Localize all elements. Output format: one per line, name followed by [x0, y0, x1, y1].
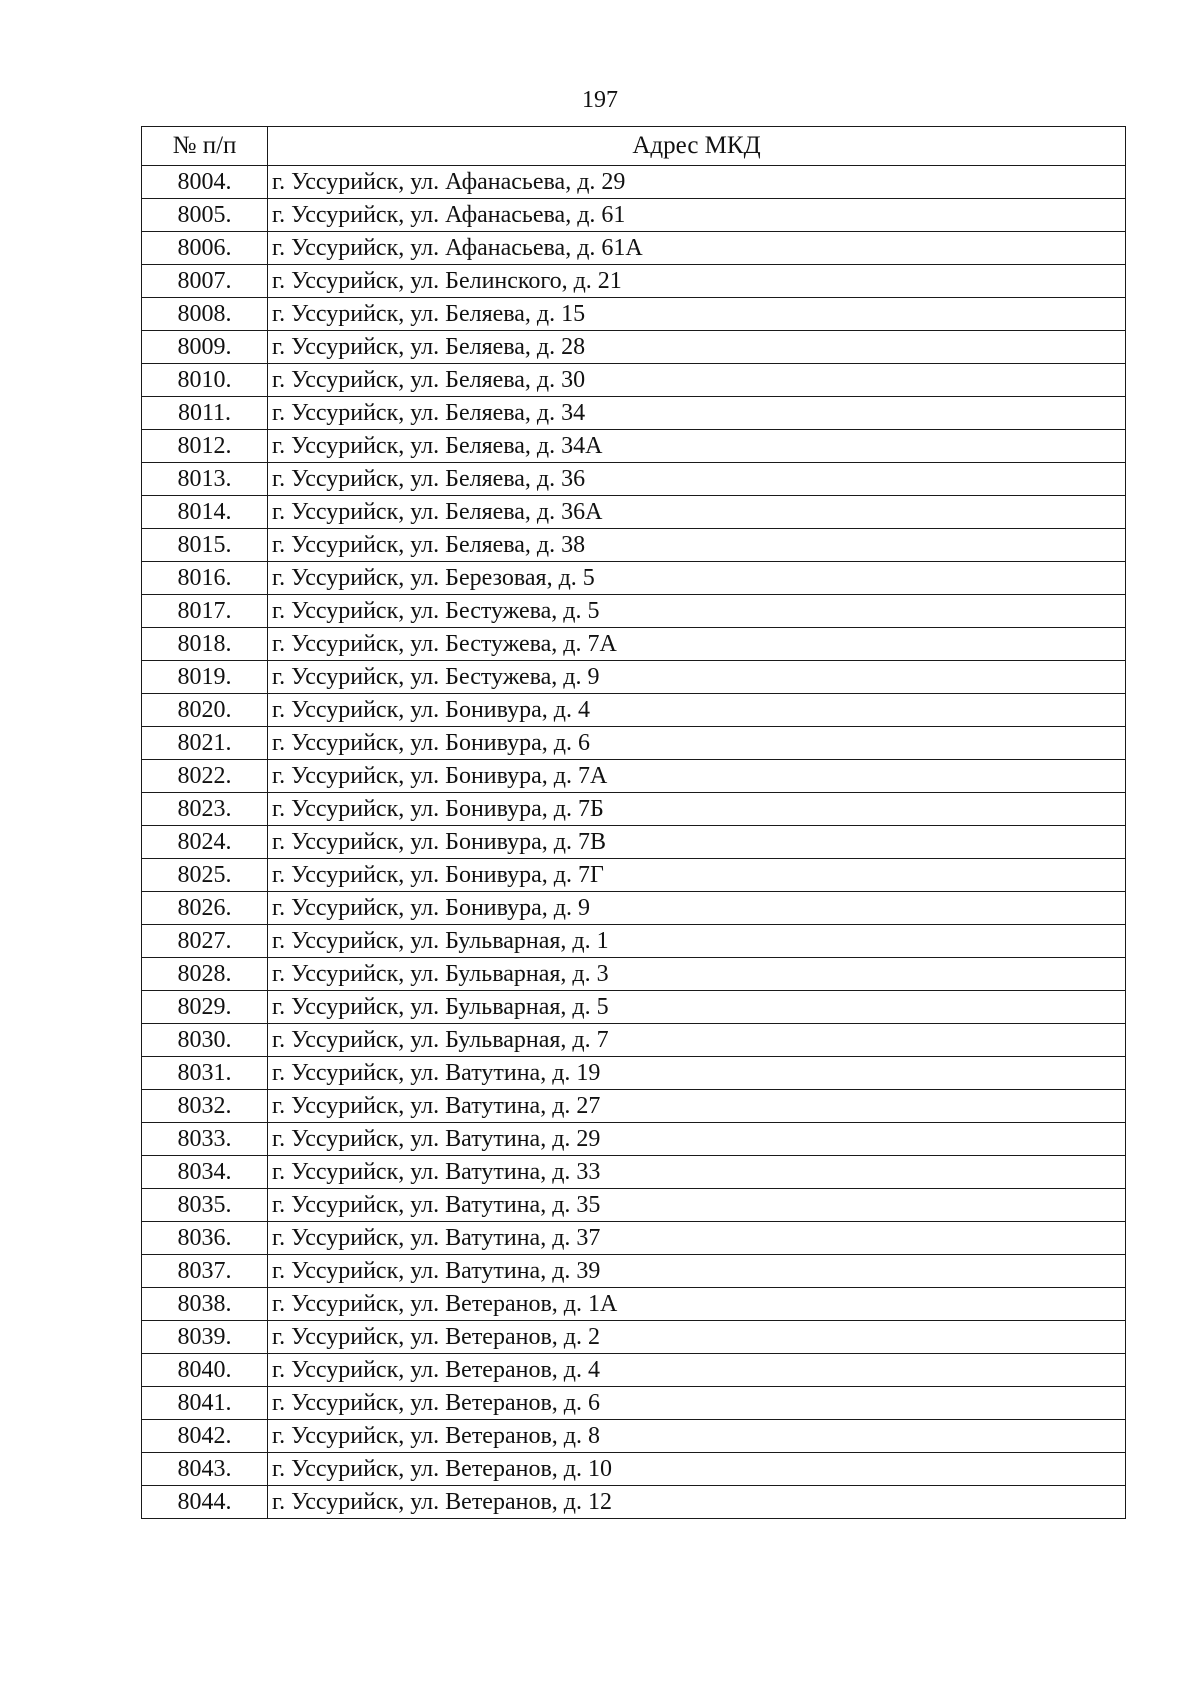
row-number: 8034.	[142, 1156, 268, 1189]
row-number: 8019.	[142, 661, 268, 694]
row-address: г. Уссурийск, ул. Афанасьева, д. 61	[268, 199, 1126, 232]
row-number: 8038.	[142, 1288, 268, 1321]
row-number: 8043.	[142, 1453, 268, 1486]
row-address: г. Уссурийск, ул. Бестужева, д. 5	[268, 595, 1126, 628]
row-number: 8035.	[142, 1189, 268, 1222]
row-number: 8016.	[142, 562, 268, 595]
row-address: г. Уссурийск, ул. Бонивура, д. 7А	[268, 760, 1126, 793]
row-number: 8027.	[142, 925, 268, 958]
row-number: 8028.	[142, 958, 268, 991]
row-number: 8029.	[142, 991, 268, 1024]
table-row	[142, 727, 1126, 760]
row-address: г. Уссурийск, ул. Бонивура, д. 7Б	[268, 793, 1126, 826]
table-row	[142, 1024, 1126, 1057]
table-row	[142, 925, 1126, 958]
row-number: 8015.	[142, 529, 268, 562]
row-address: г. Уссурийск, ул. Белинского, д. 21	[268, 265, 1126, 298]
row-number: 8014.	[142, 496, 268, 529]
table-row	[142, 1189, 1126, 1222]
header-row	[142, 127, 1126, 166]
address-table	[141, 126, 1126, 1519]
table-row	[142, 529, 1126, 562]
row-address: г. Уссурийск, ул. Ватутина, д. 19	[268, 1057, 1126, 1090]
table-body	[142, 166, 1126, 1519]
row-number: 8006.	[142, 232, 268, 265]
row-address: г. Уссурийск, ул. Беляева, д. 36А	[268, 496, 1126, 529]
row-address: г. Уссурийск, ул. Ватутина, д. 27	[268, 1090, 1126, 1123]
table-row	[142, 1453, 1126, 1486]
row-address: г. Уссурийск, ул. Беляева, д. 28	[268, 331, 1126, 364]
row-number: 8026.	[142, 892, 268, 925]
row-address: г. Уссурийск, ул. Бонивура, д. 6	[268, 727, 1126, 760]
table-row	[142, 1222, 1126, 1255]
row-address: г. Уссурийск, ул. Ветеранов, д. 1А	[268, 1288, 1126, 1321]
row-address: г. Уссурийск, ул. Ватутина, д. 35	[268, 1189, 1126, 1222]
table-row	[142, 430, 1126, 463]
row-number: 8009.	[142, 331, 268, 364]
table-row	[142, 1288, 1126, 1321]
table-row	[142, 1354, 1126, 1387]
row-address: г. Уссурийск, ул. Ватутина, д. 29	[268, 1123, 1126, 1156]
row-address: г. Уссурийск, ул. Ветеранов, д. 4	[268, 1354, 1126, 1387]
table-row	[142, 859, 1126, 892]
row-address: г. Уссурийск, ул. Беляева, д. 34А	[268, 430, 1126, 463]
table-row	[142, 892, 1126, 925]
row-number: 8004.	[142, 166, 268, 199]
table-row	[142, 628, 1126, 661]
table-row	[142, 496, 1126, 529]
row-address: г. Уссурийск, ул. Афанасьева, д. 61А	[268, 232, 1126, 265]
row-address: г. Уссурийск, ул. Ветеранов, д. 8	[268, 1420, 1126, 1453]
row-address: г. Уссурийск, ул. Бонивура, д. 7Г	[268, 859, 1126, 892]
table-header	[142, 127, 1126, 166]
row-address: г. Уссурийск, ул. Афанасьева, д. 29	[268, 166, 1126, 199]
table-row	[142, 1387, 1126, 1420]
row-address: г. Уссурийск, ул. Березовая, д. 5	[268, 562, 1126, 595]
row-number: 8022.	[142, 760, 268, 793]
row-address: г. Уссурийск, ул. Бульварная, д. 5	[268, 991, 1126, 1024]
table-row	[142, 364, 1126, 397]
table-row	[142, 562, 1126, 595]
row-address: г. Уссурийск, ул. Беляева, д. 38	[268, 529, 1126, 562]
row-address: г. Уссурийск, ул. Бульварная, д. 1	[268, 925, 1126, 958]
row-address: г. Уссурийск, ул. Бульварная, д. 7	[268, 1024, 1126, 1057]
row-address: г. Уссурийск, ул. Ветеранов, д. 12	[268, 1486, 1126, 1519]
row-address: г. Уссурийск, ул. Бульварная, д. 3	[268, 958, 1126, 991]
header-number: № п/п	[142, 127, 268, 166]
row-number: 8044.	[142, 1486, 268, 1519]
header-address: Адрес МКД	[268, 127, 1126, 166]
row-number: 8012.	[142, 430, 268, 463]
row-number: 8024.	[142, 826, 268, 859]
table-row	[142, 331, 1126, 364]
row-address: г. Уссурийск, ул. Беляева, д. 34	[268, 397, 1126, 430]
row-address: г. Уссурийск, ул. Беляева, д. 36	[268, 463, 1126, 496]
row-number: 8041.	[142, 1387, 268, 1420]
table-row	[142, 595, 1126, 628]
table-row	[142, 463, 1126, 496]
row-number: 8040.	[142, 1354, 268, 1387]
table-row	[142, 298, 1126, 331]
row-address: г. Уссурийск, ул. Ватутина, д. 33	[268, 1156, 1126, 1189]
row-address: г. Уссурийск, ул. Бонивура, д. 7В	[268, 826, 1126, 859]
row-address: г. Уссурийск, ул. Бестужева, д. 9	[268, 661, 1126, 694]
table-row	[142, 826, 1126, 859]
row-number: 8005.	[142, 199, 268, 232]
row-number: 8033.	[142, 1123, 268, 1156]
row-number: 8021.	[142, 727, 268, 760]
page-number: 197	[582, 87, 618, 113]
row-number: 8013.	[142, 463, 268, 496]
row-address: г. Уссурийск, ул. Бонивура, д. 4	[268, 694, 1126, 727]
table-row	[142, 793, 1126, 826]
row-number: 8039.	[142, 1321, 268, 1354]
table-row	[142, 1486, 1126, 1519]
row-address: г. Уссурийск, ул. Ветеранов, д. 2	[268, 1321, 1126, 1354]
row-number: 8042.	[142, 1420, 268, 1453]
table-row	[142, 1321, 1126, 1354]
table-row	[142, 760, 1126, 793]
row-number: 8008.	[142, 298, 268, 331]
row-address: г. Уссурийск, ул. Беляева, д. 30	[268, 364, 1126, 397]
row-number: 8020.	[142, 694, 268, 727]
row-number: 8007.	[142, 265, 268, 298]
row-number: 8036.	[142, 1222, 268, 1255]
table-row	[142, 1255, 1126, 1288]
row-address: г. Уссурийск, ул. Ватутина, д. 39	[268, 1255, 1126, 1288]
table-row	[142, 694, 1126, 727]
row-address: г. Уссурийск, ул. Ватутина, д. 37	[268, 1222, 1126, 1255]
table-row	[142, 1123, 1126, 1156]
table-row	[142, 397, 1126, 430]
row-number: 8030.	[142, 1024, 268, 1057]
table-row	[142, 1090, 1126, 1123]
row-number: 8037.	[142, 1255, 268, 1288]
row-address: г. Уссурийск, ул. Бестужева, д. 7А	[268, 628, 1126, 661]
row-number: 8023.	[142, 793, 268, 826]
table-row	[142, 166, 1126, 199]
row-number: 8031.	[142, 1057, 268, 1090]
row-address: г. Уссурийск, ул. Беляева, д. 15	[268, 298, 1126, 331]
table-row	[142, 661, 1126, 694]
table-row	[142, 232, 1126, 265]
table-row	[142, 1156, 1126, 1189]
table-row	[142, 1420, 1126, 1453]
row-number: 8018.	[142, 628, 268, 661]
table-row	[142, 265, 1126, 298]
row-address: г. Уссурийск, ул. Бонивура, д. 9	[268, 892, 1126, 925]
row-number: 8010.	[142, 364, 268, 397]
row-number: 8032.	[142, 1090, 268, 1123]
table-row	[142, 1057, 1126, 1090]
row-number: 8025.	[142, 859, 268, 892]
table-row	[142, 991, 1126, 1024]
row-number: 8011.	[142, 397, 268, 430]
row-address: г. Уссурийск, ул. Ветеранов, д. 6	[268, 1387, 1126, 1420]
table-row	[142, 958, 1126, 991]
table-row	[142, 199, 1126, 232]
row-address: г. Уссурийск, ул. Ветеранов, д. 10	[268, 1453, 1126, 1486]
row-number: 8017.	[142, 595, 268, 628]
